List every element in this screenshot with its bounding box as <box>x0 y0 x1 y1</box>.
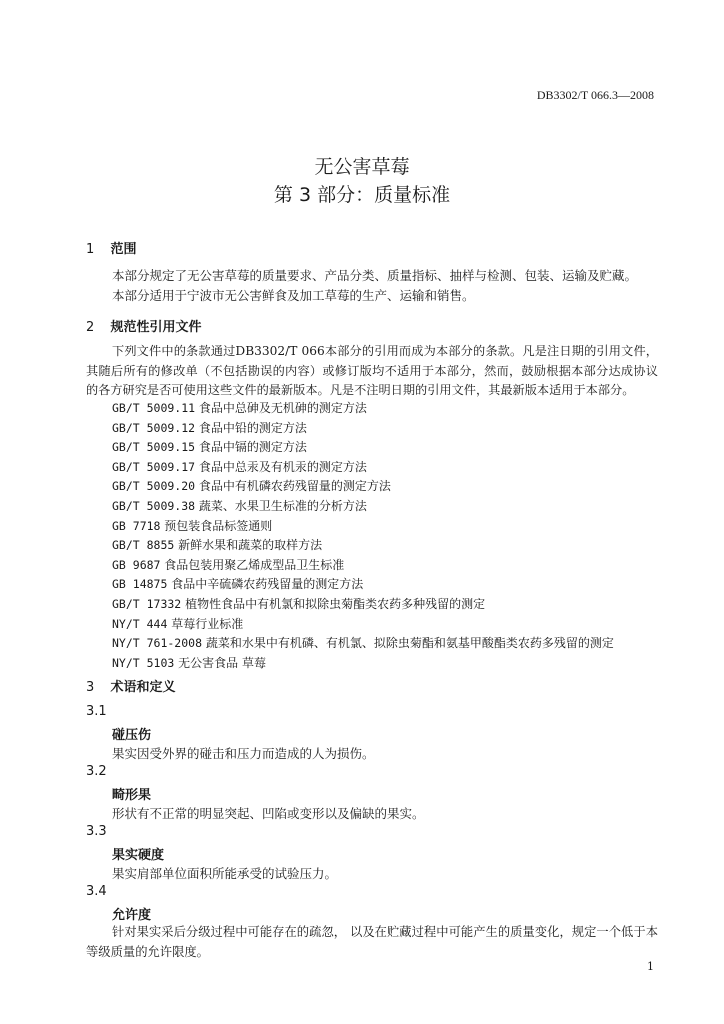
term-name: 碰压伤 <box>112 728 152 743</box>
term-definition: 果实肩部单位面积所能承受的试验压力。 <box>112 866 338 881</box>
reference-list <box>112 399 614 673</box>
term-name: 果实硬度 <box>112 848 165 863</box>
reference-item <box>112 477 614 497</box>
section-1-heading <box>86 238 137 257</box>
reference-code: GB/T 5009.11 <box>112 401 196 415</box>
reference-title: 食品包装用聚乙烯成型品卫生标准 <box>164 557 345 572</box>
term-number: 3.4 <box>86 884 107 899</box>
section-title: 范围 <box>110 242 137 257</box>
reference-title: 食品中总砷及无机砷的测定方法 <box>198 401 367 415</box>
reference-code: GB 9687 <box>112 557 161 572</box>
reference-item <box>112 517 614 537</box>
term-name: 畸形果 <box>112 788 152 803</box>
reference-title: 食品中镉的测定方法 <box>198 440 307 455</box>
section-1-paragraph-1: 本部分规定了无公害草莓的质量要求、产品分类、质量指标、抽样与检测、包装、运输及贮藏。 <box>112 268 638 283</box>
reference-item <box>112 497 614 517</box>
section-1-paragraph-2: 本部分适用于宁波市无公害鲜食及加工草莓的生产、运输和销售。 <box>112 288 475 303</box>
reference-code: GB/T 5009.12 <box>112 420 196 435</box>
reference-code: GB/T 5009.17 <box>112 459 196 474</box>
reference-title: 食品中有机磷农药残留量的测定方法 <box>198 479 391 494</box>
term-name: 允许度 <box>112 908 152 923</box>
reference-code: GB/T 17332 <box>112 596 182 611</box>
document-subtitle: 第 3 部分：质量标准 <box>273 184 451 206</box>
reference-title: 新鲜水果和蔬菜的取样方法 <box>178 538 323 553</box>
reference-code: GB/T 5009.15 <box>112 440 196 455</box>
reference-item <box>112 654 614 674</box>
reference-title: 蔬菜和水果中有机磷、有机氯、拟除虫菊酯和氨基甲酸酯类农药多残留的测定 <box>205 636 614 651</box>
reference-code: NY/T 5103 <box>112 655 175 670</box>
reference-item <box>112 458 614 478</box>
reference-code: GB/T 5009.38 <box>112 498 196 513</box>
reference-code: GB/T 5009.20 <box>112 479 196 494</box>
reference-code: NY/T 444 <box>112 616 168 631</box>
reference-item <box>112 399 614 419</box>
section-number: 3 <box>86 680 95 695</box>
reference-title: 食品中辛硫磷农药残留量的测定方法 <box>171 577 364 592</box>
section-title: 术语和定义 <box>110 680 176 695</box>
term-number: 3.1 <box>86 704 107 719</box>
reference-item <box>112 438 614 458</box>
document-title: 无公害草莓 <box>314 156 410 178</box>
reference-title: 蔬菜、水果卫生标准的分析方法 <box>198 498 367 513</box>
reference-title: 食品中铅的测定方法 <box>198 420 307 435</box>
term-number: 3.2 <box>86 764 107 779</box>
reference-item <box>112 556 614 576</box>
section-2-intro: 下列文件中的条款通过DB3302/T 066本部分的引用而成为本部分的条款。凡是注日期的引用文件，其随后所有的修改单（不包括勘误的内容）或修订版均不适用于本部分，然而，鼓励根据本部分达成协议的各方研究是否可使用这些文件的最新版本。凡是不注明日期的引用文件，其最新版本适用于本部分。 <box>86 344 658 397</box>
section-title: 规范性引用文件 <box>110 320 202 335</box>
reference-title: 草莓行业标准 <box>171 616 244 631</box>
reference-code: GB/T 8855 <box>112 538 175 553</box>
reference-item <box>112 615 614 635</box>
reference-item <box>112 536 614 556</box>
term-number: 3.3 <box>86 824 107 839</box>
term-definition: 形状有不正常的明显突起、凹陷或变形以及偏缺的果实。 <box>112 806 425 821</box>
reference-code: GB 7718 <box>112 518 161 533</box>
reference-title: 无公害食品 草莓 <box>178 655 266 670</box>
reference-code: GB 14875 <box>112 577 168 592</box>
reference-item <box>112 419 614 439</box>
section-2-heading <box>86 316 202 335</box>
reference-item <box>112 575 614 595</box>
reference-item <box>112 595 614 615</box>
reference-title: 植物性食品中有机氯和拟除虫菊酯类农药多种残留的测定 <box>185 596 486 611</box>
section-number: 2 <box>86 320 95 335</box>
section-number: 1 <box>86 242 95 257</box>
term-definition: 果实因受外界的碰击和压力而造成的人为损伤。 <box>112 746 375 761</box>
standard-code: DB3302/T 066.3—2008 <box>536 88 654 102</box>
reference-code: NY/T 761-2008 <box>112 636 203 651</box>
page-number: 1 <box>647 960 654 973</box>
reference-title: 预包装食品标签通则 <box>164 518 273 533</box>
reference-title: 食品中总汞及有机汞的测定方法 <box>198 459 367 474</box>
section-3-heading <box>86 676 176 695</box>
reference-item <box>112 634 614 654</box>
term-definition: 针对果实采后分级过程中可能存在的疏忽， 以及在贮藏过程中可能产生的质量变化，规定一个低于本等级质量的允许限度。 <box>86 925 658 959</box>
